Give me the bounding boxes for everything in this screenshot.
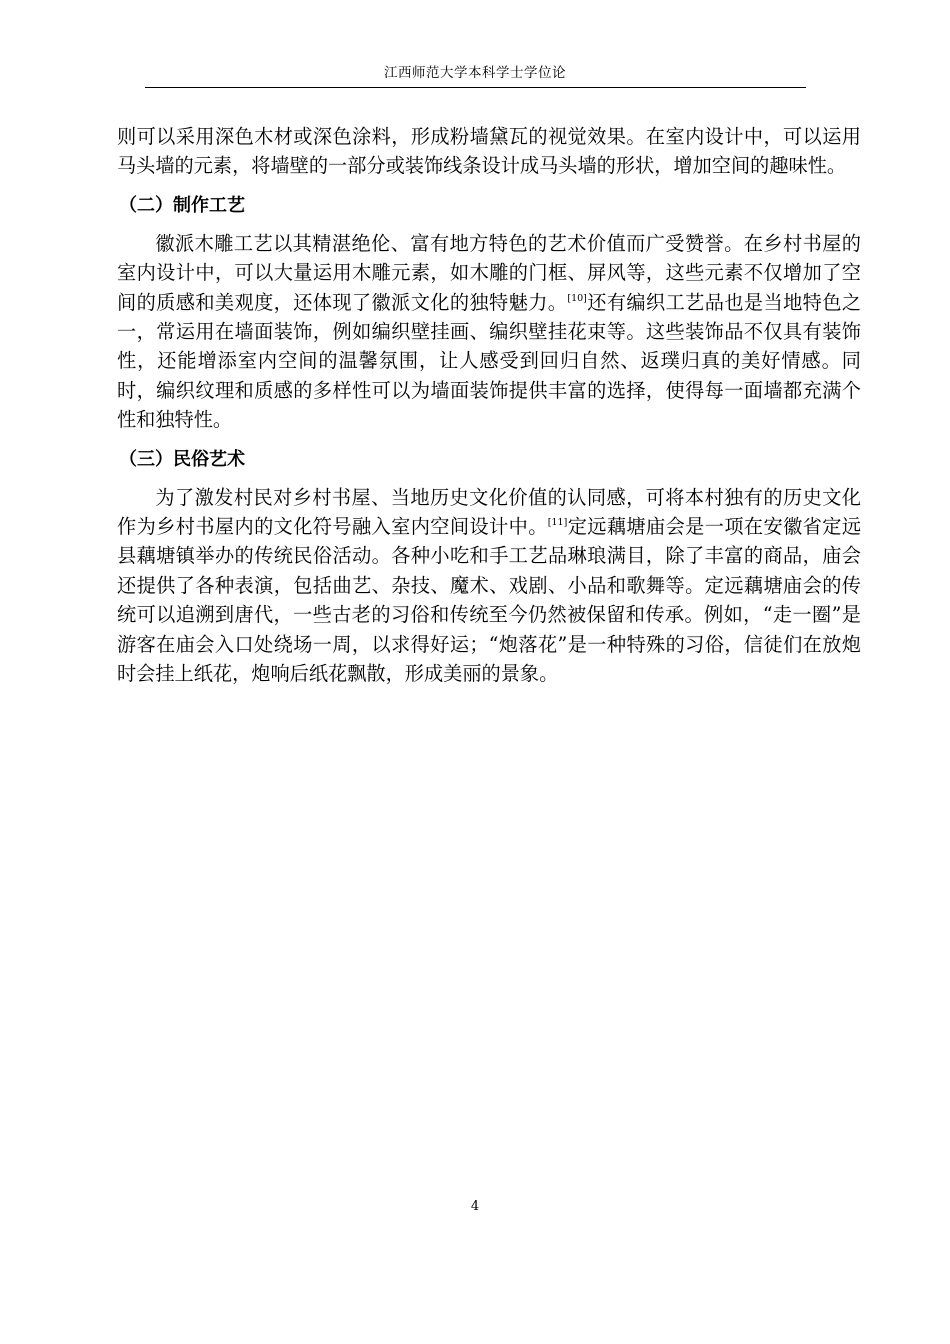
header-divider	[145, 87, 806, 88]
section2-text-part1: 徽派木雕工艺以其精湛绝伦、富有地方特色的艺术价值而广受赞誉。在乡村书屋的室内设计中，可以大量运用木雕元素，如木雕的门框、屏风等，这些元素不仅增加了空间的质感和美观度，还体现了徽派文化的独特魅力。	[117, 231, 861, 314]
section3-text-part2: 定远藕塘庙会是一项在安徽省定远县藕塘镇举办的传统民俗活动。各种小吃和手工艺品琳琅满目，除了丰富的商品，庙会还提供了各种表演，包括曲艺、杂技、魔术、戏剧、小品和歌舞等。定远藕塘庙会的传统可以追溯到唐代，一些古老的习俗和传统至今仍然被保留和传承。例如，“走一圈”是游客在庙会入口处绕场一周，以求得好运；“炮落花”是一种特殊的习俗，信徒们在放炮时会挂上纸花，炮响后纸花飘散，形成美丽的景象。	[117, 515, 862, 686]
section2-paragraph	[117, 229, 861, 435]
citation-10: [10]	[567, 292, 587, 304]
running-header-title: 江西师范大学本科学士学位论	[384, 65, 566, 81]
page-body	[117, 122, 861, 689]
intro-paragraph: 则可以采用深色木材或深色涂料，形成粉墙黛瓦的视觉效果。在室内设计中，可以运用马头墙的元素，将墙壁的一部分或装饰线条设计成马头墙的形状，增加空间的趣味性。	[117, 125, 861, 178]
section3-paragraph	[117, 483, 861, 689]
citation-11: [11]	[547, 517, 568, 529]
page-number: 4	[470, 1199, 480, 1214]
section-heading-production-craft: （二）制作工艺	[119, 194, 245, 216]
section-heading-folk-art: （三）民俗艺术	[119, 448, 245, 470]
section3-text-part1: 为了激发村民对乡村书屋、当地历史文化价值的认同感，可将本村独有的历史文化作为乡村书屋内的文化符号融入室内空间设计中。	[117, 485, 861, 539]
section2-text-part2: 还有编织工艺品也是当地特色之一，常运用在墙面装饰，例如编织壁挂画、编织壁挂花束等。这些装饰品不仅具有装饰性，还能增添室内空间的温馨氛围，让人感受到回归自然、返璞归真的美好情感。同时，编织纹理和质感的多样性可以为墙面装饰提供丰富的选择，使得每一面墙都充满个性和独特性。	[117, 290, 862, 432]
